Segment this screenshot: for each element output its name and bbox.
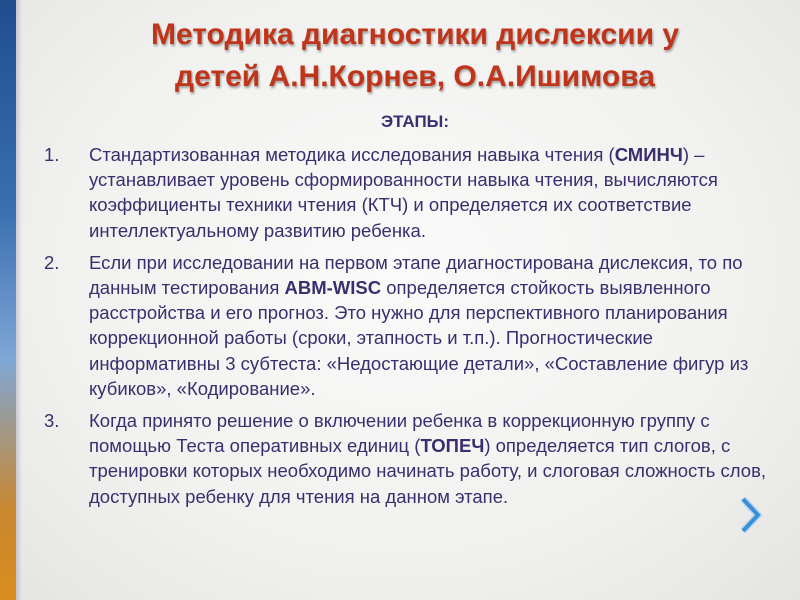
title-line-2: детей А.Н.Корнев, О.А.Ишимова [175, 60, 655, 93]
item-number: 2. [44, 251, 60, 273]
chevron-right-icon [739, 496, 763, 534]
list-item [44, 408, 774, 509]
next-slide-button[interactable] [739, 496, 763, 534]
stages-heading: ЭТАПЫ: [381, 112, 449, 131]
stages-list [44, 142, 774, 516]
item-text-part2: ) определяется тип слогов, с тренировки которых необходимо начинать работу, и слоговая сложность слов, доступных ребенку для чтения на данном этапе. [89, 435, 767, 507]
list-item [44, 142, 774, 243]
item-text-part2: определяется стойкость выявленного расстройства и его прогноз. Это нужно для перспективного планирования коррекционной работы (сроки, этапность и т.п.). Прогностические информативны 3 субтеста: «Недостающие детали», «Составление фигур из кубиков», «Кодирование». [89, 277, 749, 399]
item-text-part1: Если при исследовании на первом этапе диагностирована дислексия, то по данным тестирования [89, 251, 743, 299]
title-line-1: Методика диагностики дислексии у [150, 18, 680, 51]
side-bar-shadow [16, 0, 22, 600]
item-text-bold: ТОПЕЧ [420, 435, 485, 457]
item-text-part1: Когда принято решение о включении ребенка в коррекционную группу с помощью Теста оперативных единиц ( [89, 410, 710, 457]
item-number: 3. [44, 410, 60, 432]
item-text-part2: ) – устанавливает уровень сформированности навыка чтения, вычисляются коэффициенты техники чтения (КТЧ) и определяется их соответствие интеллектуальному развитию ребенка. [89, 144, 718, 241]
item-text-bold: ABM-WISC [284, 277, 382, 299]
slide-title [40, 14, 790, 98]
decorative-side-bar [0, 0, 16, 600]
item-text-bold: СМИНЧ [614, 144, 683, 165]
item-text-part1: Стандартизованная методика исследования навыка чтения ( [89, 144, 615, 165]
item-number: 1. [44, 144, 60, 165]
list-item [44, 250, 774, 401]
